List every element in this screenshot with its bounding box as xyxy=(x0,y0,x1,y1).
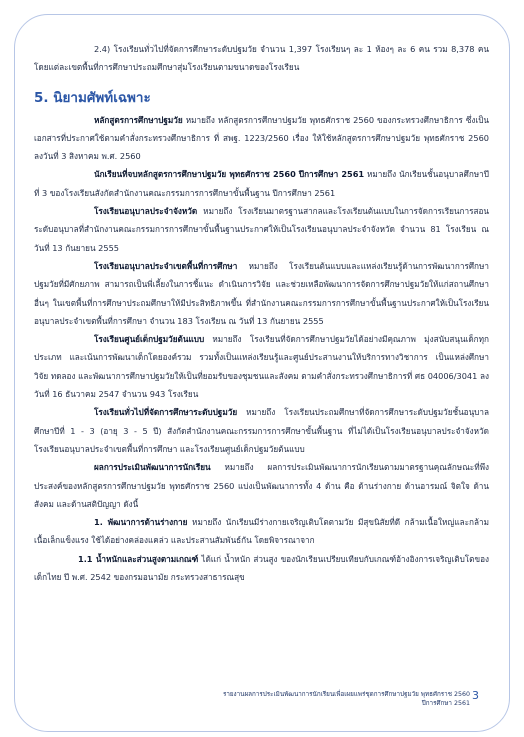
definition-paragraph xyxy=(34,257,489,330)
definition-term: หลักสูตรการศึกษาปฐมวัย xyxy=(94,114,183,125)
definition-text: หมายถึง โรงเรียนมาตรฐานสากลและโรงเรียนต้นแบบในการจัดการเรียนการสอนระดับอนุบาลที่สำนักงานคณะกรรมการการศึกษาขั้นพื้นฐานประกาศให้เป็นโรงเรียนอนุบาลประจำจังหวัด จำนวน 81 โรงเรียน ณ วันที่ 13 กันยายน 2555 xyxy=(34,206,489,253)
definition-paragraph xyxy=(34,165,489,202)
subsubsection-text: ได้แก่ น้ำหนัก ส่วนสูง ของนักเรียนเปรียบเทียบกับเกณฑ์อ้างอิงการเจริญเติบโตของเด็กไทย ปี พ.ศ. 2542 ของกรมอนามัย กระทรวงสาธารณสุข xyxy=(34,553,489,583)
definition-term: โรงเรียนทั่วไปที่จัดการศึกษาระดับปฐมวัย xyxy=(94,407,238,418)
definition-text: หมายถึง ผลการประเมินพัฒนาการนักเรียนตามมาตรฐานคุณลักษณะที่พึงประสงค์ของหลักสูตรการศึกษาปฐมวัย พุทธศักราช 2560 แบ่งเป็นพัฒนาการทั้ง 4 ด้าน คือ ด้านร่างกาย ด้านอารมณ์ จิตใจ ด้านสังคม และด้านสติปัญญา ดังนี้ xyxy=(34,462,489,509)
definition-paragraph xyxy=(34,111,489,166)
definition-text: หมายถึง นักเรียนชั้นอนุบาลศึกษาปีที่ 3 ของโรงเรียนสังกัดสำนักงานคณะกรรมการการศึกษาขั้นพื้นฐาน ปีการศึกษา 2561 xyxy=(34,169,489,198)
definition-text: หมายถึง โรงเรียนที่จัดการศึกษาปฐมวัยได้อย่างมีคุณภาพ มุ่งสนับสนุนเด็กทุกประเภท และเน้นการพัฒนาเด็กโดยองค์รวม รวมทั้งเป็นแหล่งเรียนรู้และศูนย์ประสานงานให้บริการทางวิชาการ เป็นแหล่งศึกษา วิจัย ทดลอง และพัฒนาการศึกษาปฐมวัยให้เป็นที่ยอมรับของชุมชนและสังคม ตามคำสั่งกระทรวงศึกษาธิการที่ ศธ 04006/3041 ลงวันที่ 16 ธันวาคม 2547 จำนวน 943 โรงเรียน xyxy=(34,334,489,400)
subsubsection-paragraph xyxy=(34,550,489,587)
definition-text: หมายถึง โรงเรียนต้นแบบและแหล่งเรียนรู้ด้านการพัฒนาการศึกษาปฐมวัยที่มีศักยภาพ สามารถเป็นพี่เลี้ยงในการชี้แนะ ดำเนินการวิจัย และช่วยเหลือพัฒนาการจัดการศึกษาปฐมวัยให้แก่สถานศึกษาอื่นๆ ในเขตพื้นที่การศึกษาประถมศึกษาให้มีประสิทธิภาพขึ้น ที่สำนักงานคณะกรรมการการศึกษาขั้นพื้นฐานประกาศให้เป็นโรงเรียนอนุบาลประจำเขตพื้นที่การศึกษา จำนวน 183 โรงเรียน ณ วันที่ 13 กันยายน 2555 xyxy=(34,260,489,326)
definition-text: หมายถึง หลักสูตรการศึกษาปฐมวัย พุทธศักราช 2560 ของกระทรวงศึกษาธิการ ซึ่งเป็นเอกสารที่ประกาศใช้ตามคำสั่งกระทรวงศึกษาธิการ ที่ สพฐ. 1223/2560 เรื่อง ให้ใช้หลักสูตรการศึกษาปฐมวัย พุทธศักราช 2560 ลงวันที่ 3 สิงหาคม พ.ศ. 2560 xyxy=(34,114,489,162)
footer-report-title: รายงานผลการประเมินพัฒนาการนักเรียนเพื่อเผยแพร่ชุดการศึกษาปฐมวัย พุทธศักราช 2560 xyxy=(222,691,470,698)
page-footer xyxy=(180,690,470,708)
page-number: 3 xyxy=(472,689,479,702)
subsection-term: 1. พัฒนาการด้านร่างกาย xyxy=(94,517,188,528)
footer-academic-year: ปีการศึกษา 2561 xyxy=(421,700,470,707)
section-heading: 5. นิยามศัพท์เฉพาะ xyxy=(34,89,151,106)
subsection-text: หมายถึง นักเรียนมีร่างกายเจริญเติบโตตามวัย มีสุขนิสัยที่ดี กล้ามเนื้อใหญ่และกล้ามเนื้อเล็กแข็งแรง ใช้ได้อย่างคล่องแคล่ว และประสานสัมพันธ์กัน โดยพิจารณาจาก xyxy=(34,517,489,546)
definition-term: นักเรียนที่จบหลักสูตรการศึกษาปฐมวัย พุทธศักราช 2560 ปีการศึกษา 2561 xyxy=(94,169,365,180)
definition-term: โรงเรียนอนุบาลประจำเขตพื้นที่การศึกษา xyxy=(94,260,238,271)
definition-term: ผลการประเมินพัฒนาการนักเรียน xyxy=(94,462,211,473)
definition-text: หมายถึง โรงเรียนประถมศึกษาที่จัดการศึกษาระดับปฐมวัยชั้นอนุบาลศึกษาปีที่ 1 - 3 (อายุ 3 - 5 ปี) สังกัดสำนักงานคณะกรรมการการศึกษาขั้นพื้นฐาน ที่ไม่ได้เป็นโรงเรียนอนุบาลประจำจังหวัด โรงเรียนอนุบาลประจำเขตพื้นที่การศึกษา และโรงเรียนศูนย์เด็กปฐมวัยต้นแบบ xyxy=(34,407,489,454)
definition-term: โรงเรียนศูนย์เด็กปฐมวัยต้นแบบ xyxy=(94,334,205,345)
definition-paragraph xyxy=(34,330,489,403)
definition-term: โรงเรียนอนุบาลประจำจังหวัด xyxy=(94,206,198,217)
definition-paragraph xyxy=(34,458,489,513)
subsection-paragraph xyxy=(34,513,489,550)
page-content xyxy=(34,40,489,586)
subsubsection-term: 1.1 น้ำหนักและส่วนสูงตามเกณฑ์ xyxy=(78,553,199,564)
item-2-4-paragraph: 2.4) โรงเรียนทั่วไปที่จัดการศึกษาระดับปฐมวัย จำนวน 1,397 โรงเรียนๆ ละ 1 ห้องๆ ละ 6 คน รวม 8,378 คน โดยแต่ละเขตพื้นที่การศึกษาประถมศึกษาสุ่มโรงเรียนตามขนาดของโรงเรียน xyxy=(34,44,489,73)
definition-paragraph xyxy=(34,202,489,257)
definition-paragraph xyxy=(34,403,489,458)
